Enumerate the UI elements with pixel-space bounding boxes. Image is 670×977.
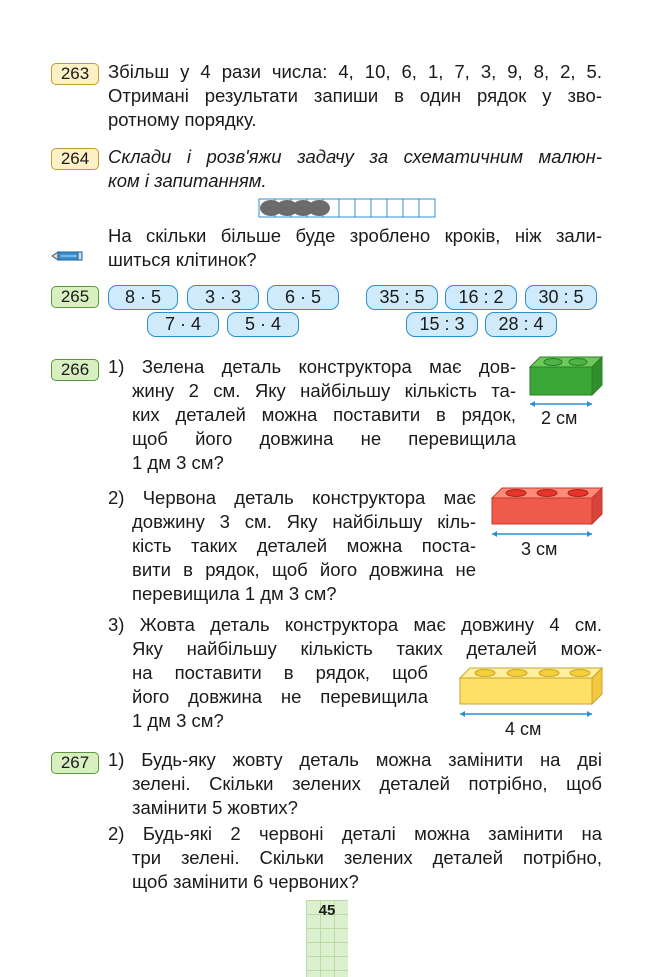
text-line: довжину 3 см. Яку найбільшу кіль- <box>132 511 476 532</box>
expression-pill: 3 · 3 <box>187 285 259 310</box>
text-line: 1 дм 3 см? <box>132 452 224 473</box>
task-264-text <box>108 145 602 193</box>
task-264-badge: 264 <box>51 148 99 170</box>
footprint-step <box>308 200 330 216</box>
task-266-part-2 <box>108 486 476 606</box>
task-267-part-1 <box>108 748 602 820</box>
expression-pill: 30 : 5 <box>525 285 597 310</box>
task-264-question <box>108 224 602 272</box>
cell <box>419 199 435 217</box>
text-line: замінити 5 жовтих? <box>132 797 298 818</box>
expression-pill: 28 : 4 <box>485 312 557 337</box>
text-line: 2) Червона деталь конструктора має <box>108 487 476 508</box>
cell <box>339 199 355 217</box>
cell <box>387 199 403 217</box>
text-line: На скільки більше буде зроблено кроків, ніж зали- <box>108 225 602 246</box>
text-line: перевищила 1 дм 3 см? <box>132 583 337 604</box>
text-line: Склади і розв'яжи задачу за схематичним малюн- <box>108 146 602 167</box>
cell <box>371 199 387 217</box>
text-line: його довжина не перевищила <box>132 686 428 707</box>
task-263-text <box>108 60 602 132</box>
text-line: вити в рядок, щоб його довжина не <box>132 559 476 580</box>
expression-pill: 35 : 5 <box>366 285 438 310</box>
text-line: кість таких деталей можна поста- <box>132 535 476 556</box>
text-line: ком і запитанням. <box>108 170 267 191</box>
text-line: ких деталей можна поставити в рядок, <box>132 404 516 425</box>
text-line: на поставити в рядок, щоб <box>132 662 428 683</box>
text-line: 2) Будь-які 2 червоні деталі можна замінити на <box>108 823 602 844</box>
task-263-badge: 263 <box>51 63 99 85</box>
text-line: шиться клітинок? <box>108 249 257 270</box>
text-line: ротному порядку. <box>108 109 257 130</box>
green-brick-image <box>528 353 606 409</box>
cell <box>403 199 419 217</box>
text-line: 1 дм 3 см? <box>132 710 224 731</box>
red-brick-size: 3 см <box>521 539 558 559</box>
page-number: 45 <box>318 902 336 919</box>
text-line: три зелені. Скільки зелених деталей потрібно, <box>132 847 602 868</box>
text-line: щоб його довжина не перевищила <box>132 428 516 449</box>
expression-pill: 8 · 5 <box>108 285 178 310</box>
cell <box>355 199 371 217</box>
text-line: щоб замінити 6 червоних? <box>132 871 359 892</box>
expression-pill: 5 · 4 <box>227 312 299 337</box>
expression-pill: 15 : 3 <box>406 312 478 337</box>
text-line: Збільш у 4 рази числа: 4, 10, 6, 1, 7, 3, 9, 8, 2, 5. <box>108 61 602 82</box>
task-265-badge: 265 <box>51 286 99 308</box>
task-266-badge: 266 <box>51 359 99 381</box>
task-267-badge: 267 <box>51 752 99 774</box>
page-number-block <box>306 900 348 977</box>
yellow-brick-size: 4 см <box>505 719 542 739</box>
task-266-part-1 <box>108 355 516 475</box>
text-line: зелені. Скільки зелених деталей потрібно, щоб <box>132 773 602 794</box>
steps-diagram <box>258 197 438 219</box>
text-line: 1) Будь-яку жовту деталь можна замінити на дві <box>108 749 602 770</box>
green-brick-size: 2 см <box>541 408 578 428</box>
task-267-part-2 <box>108 822 602 894</box>
red-brick-image <box>490 484 606 540</box>
text-line: 1) Зелена деталь конструктора має дов- <box>108 356 516 377</box>
text-line: 3) Жовта деталь конструктора має довжину 4 см. <box>108 614 602 635</box>
text-line: Яку найбільшу кількість таких деталей мож- <box>132 638 602 659</box>
pencil-icon <box>52 248 84 264</box>
expression-pill: 7 · 4 <box>147 312 219 337</box>
expression-pill: 6 · 5 <box>267 285 339 310</box>
expression-pill: 16 : 2 <box>445 285 517 310</box>
yellow-brick-image <box>458 664 606 720</box>
text-line: жину 2 см. Яку найбільшу кількість та- <box>132 380 516 401</box>
text-line: Отримані результати запиши в один рядок у зво- <box>108 85 602 106</box>
